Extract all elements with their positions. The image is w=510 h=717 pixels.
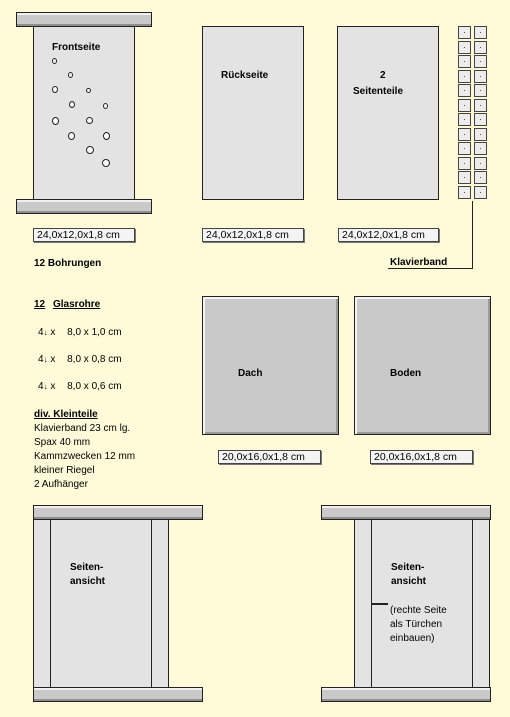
bore-hole <box>52 58 57 64</box>
tube-mult: x <box>50 327 56 338</box>
tube-size: 8,0 x 1,0 cm <box>67 327 122 338</box>
hinge-knuckle: . <box>458 142 471 155</box>
hinge-knuckle: . <box>458 70 471 83</box>
hinge-knuckle: . <box>474 186 487 199</box>
tube-row <box>38 327 122 338</box>
bore-hole <box>86 117 93 124</box>
bore-hole <box>86 146 94 154</box>
parts-item: Spax 40 mm <box>34 437 91 448</box>
hinge-knuckle: . <box>474 55 487 68</box>
bore-hole <box>103 132 110 140</box>
side-panel <box>337 26 439 200</box>
hinge-knuckle: . <box>458 157 471 170</box>
hinge-knuckle: . <box>474 113 487 126</box>
hinge-knuckle: . <box>458 84 471 97</box>
roof-dimension: 20,0x16,0x1,8 cm <box>218 450 321 464</box>
side-view-right-back-post <box>472 519 490 688</box>
tube-qty: 4 <box>38 354 44 365</box>
hinge-knuckle: . <box>474 142 487 155</box>
front-note: 12 Bohrungen <box>34 258 102 269</box>
bore-hole <box>102 159 110 167</box>
bore-hole <box>103 103 108 109</box>
hinge-knuckle: . <box>474 128 487 141</box>
hinge-label: Klavierband <box>390 257 448 268</box>
tubes-label: Glasrohre <box>53 299 101 310</box>
hinge-knuckle: . <box>458 99 471 112</box>
tubes-count-value: 12 <box>34 299 46 310</box>
tube-size: 8,0 x 0,8 cm <box>67 354 122 365</box>
side-view-left-title-2: ansicht <box>70 576 106 587</box>
down-arrow-icon: ↓ <box>43 328 48 337</box>
back-title: Rückseite <box>221 70 269 81</box>
side-view-left-wall <box>50 519 152 688</box>
hinge-knuckle: . <box>458 55 471 68</box>
side-view-left-title-1: Seiten- <box>70 562 104 573</box>
hinge-leader-horizontal <box>388 268 473 269</box>
tube-qty: 4 <box>38 327 44 338</box>
parts-title: div. Kleinteile <box>34 409 98 420</box>
tube-row <box>38 381 122 392</box>
side-view-left-back-post <box>151 519 169 688</box>
sides-dimension: 24,0x12,0x1,8 cm <box>338 228 439 242</box>
side-view-right-front-post <box>354 519 372 688</box>
bore-hole <box>52 86 58 93</box>
bore-hole <box>68 132 75 140</box>
bottom-title: Boden <box>390 368 422 379</box>
hinge-knuckle: . <box>474 41 487 54</box>
sides-title: Seitenteile <box>353 86 404 97</box>
tube-size: 8,0 x 0,6 cm <box>67 381 122 392</box>
hinge-knuckle: . <box>474 84 487 97</box>
bore-hole <box>52 117 59 125</box>
side-view-left-bottom-board <box>33 687 203 702</box>
back-dimension: 24,0x12,0x1,8 cm <box>202 228 304 242</box>
front-top-board <box>16 12 152 27</box>
hinge-knuckle: . <box>474 157 487 170</box>
bore-hole <box>68 72 73 78</box>
down-arrow-icon: ↓ <box>43 382 48 391</box>
side-view-right-top-board <box>321 505 491 520</box>
side-view-left-front-post <box>33 519 51 688</box>
side-view-right-note-2: als Türchen <box>390 619 443 630</box>
piano-hinge <box>458 26 492 200</box>
parts-item: kleiner Riegel <box>34 465 95 476</box>
roof-title: Dach <box>238 368 263 379</box>
hinge-knuckle: . <box>474 26 487 39</box>
bore-hole <box>86 88 91 93</box>
side-view-right-note-1: (rechte Seite <box>390 605 447 616</box>
hinge-knuckle: . <box>474 171 487 184</box>
side-view-right-title-2: ansicht <box>391 576 427 587</box>
hinge-knuckle: . <box>458 128 471 141</box>
tubes-count <box>34 299 45 310</box>
bottom-panel <box>354 296 491 435</box>
bore-hole <box>69 101 75 108</box>
tube-mult: x <box>50 354 56 365</box>
parts-item: Kammzwecken 12 mm <box>34 451 136 462</box>
side-view-left-top-board <box>33 505 203 520</box>
bottom-dimension: 20,0x16,0x1,8 cm <box>370 450 473 464</box>
door-latch <box>372 603 388 605</box>
roof-panel <box>202 296 339 435</box>
parts-item: Klavierband 23 cm lg. <box>34 423 131 434</box>
parts-item: 2 Aufhänger <box>34 479 88 490</box>
front-dimension: 24,0x12,0x1,8 cm <box>33 228 135 242</box>
down-arrow-icon: ↓ <box>43 355 48 364</box>
side-view-right-bottom-board <box>321 687 491 702</box>
tube-row <box>38 354 122 365</box>
front-bottom-board <box>16 199 152 214</box>
hinge-knuckle: . <box>474 99 487 112</box>
hinge-knuckle: . <box>458 41 471 54</box>
tube-qty: 4 <box>38 381 44 392</box>
front-title: Frontseite <box>52 42 101 53</box>
hinge-leader-vertical <box>472 201 473 268</box>
tube-mult: x <box>50 381 56 392</box>
hinge-knuckle: . <box>458 171 471 184</box>
hinge-knuckle: . <box>458 113 471 126</box>
side-view-right-note-3: einbauen) <box>390 633 435 644</box>
back-panel <box>202 26 304 200</box>
hinge-knuckle: . <box>458 26 471 39</box>
hinge-knuckle: . <box>474 70 487 83</box>
hinge-knuckle: . <box>458 186 471 199</box>
side-view-right-title-1: Seiten- <box>391 562 425 573</box>
sides-count: 2 <box>380 70 386 81</box>
